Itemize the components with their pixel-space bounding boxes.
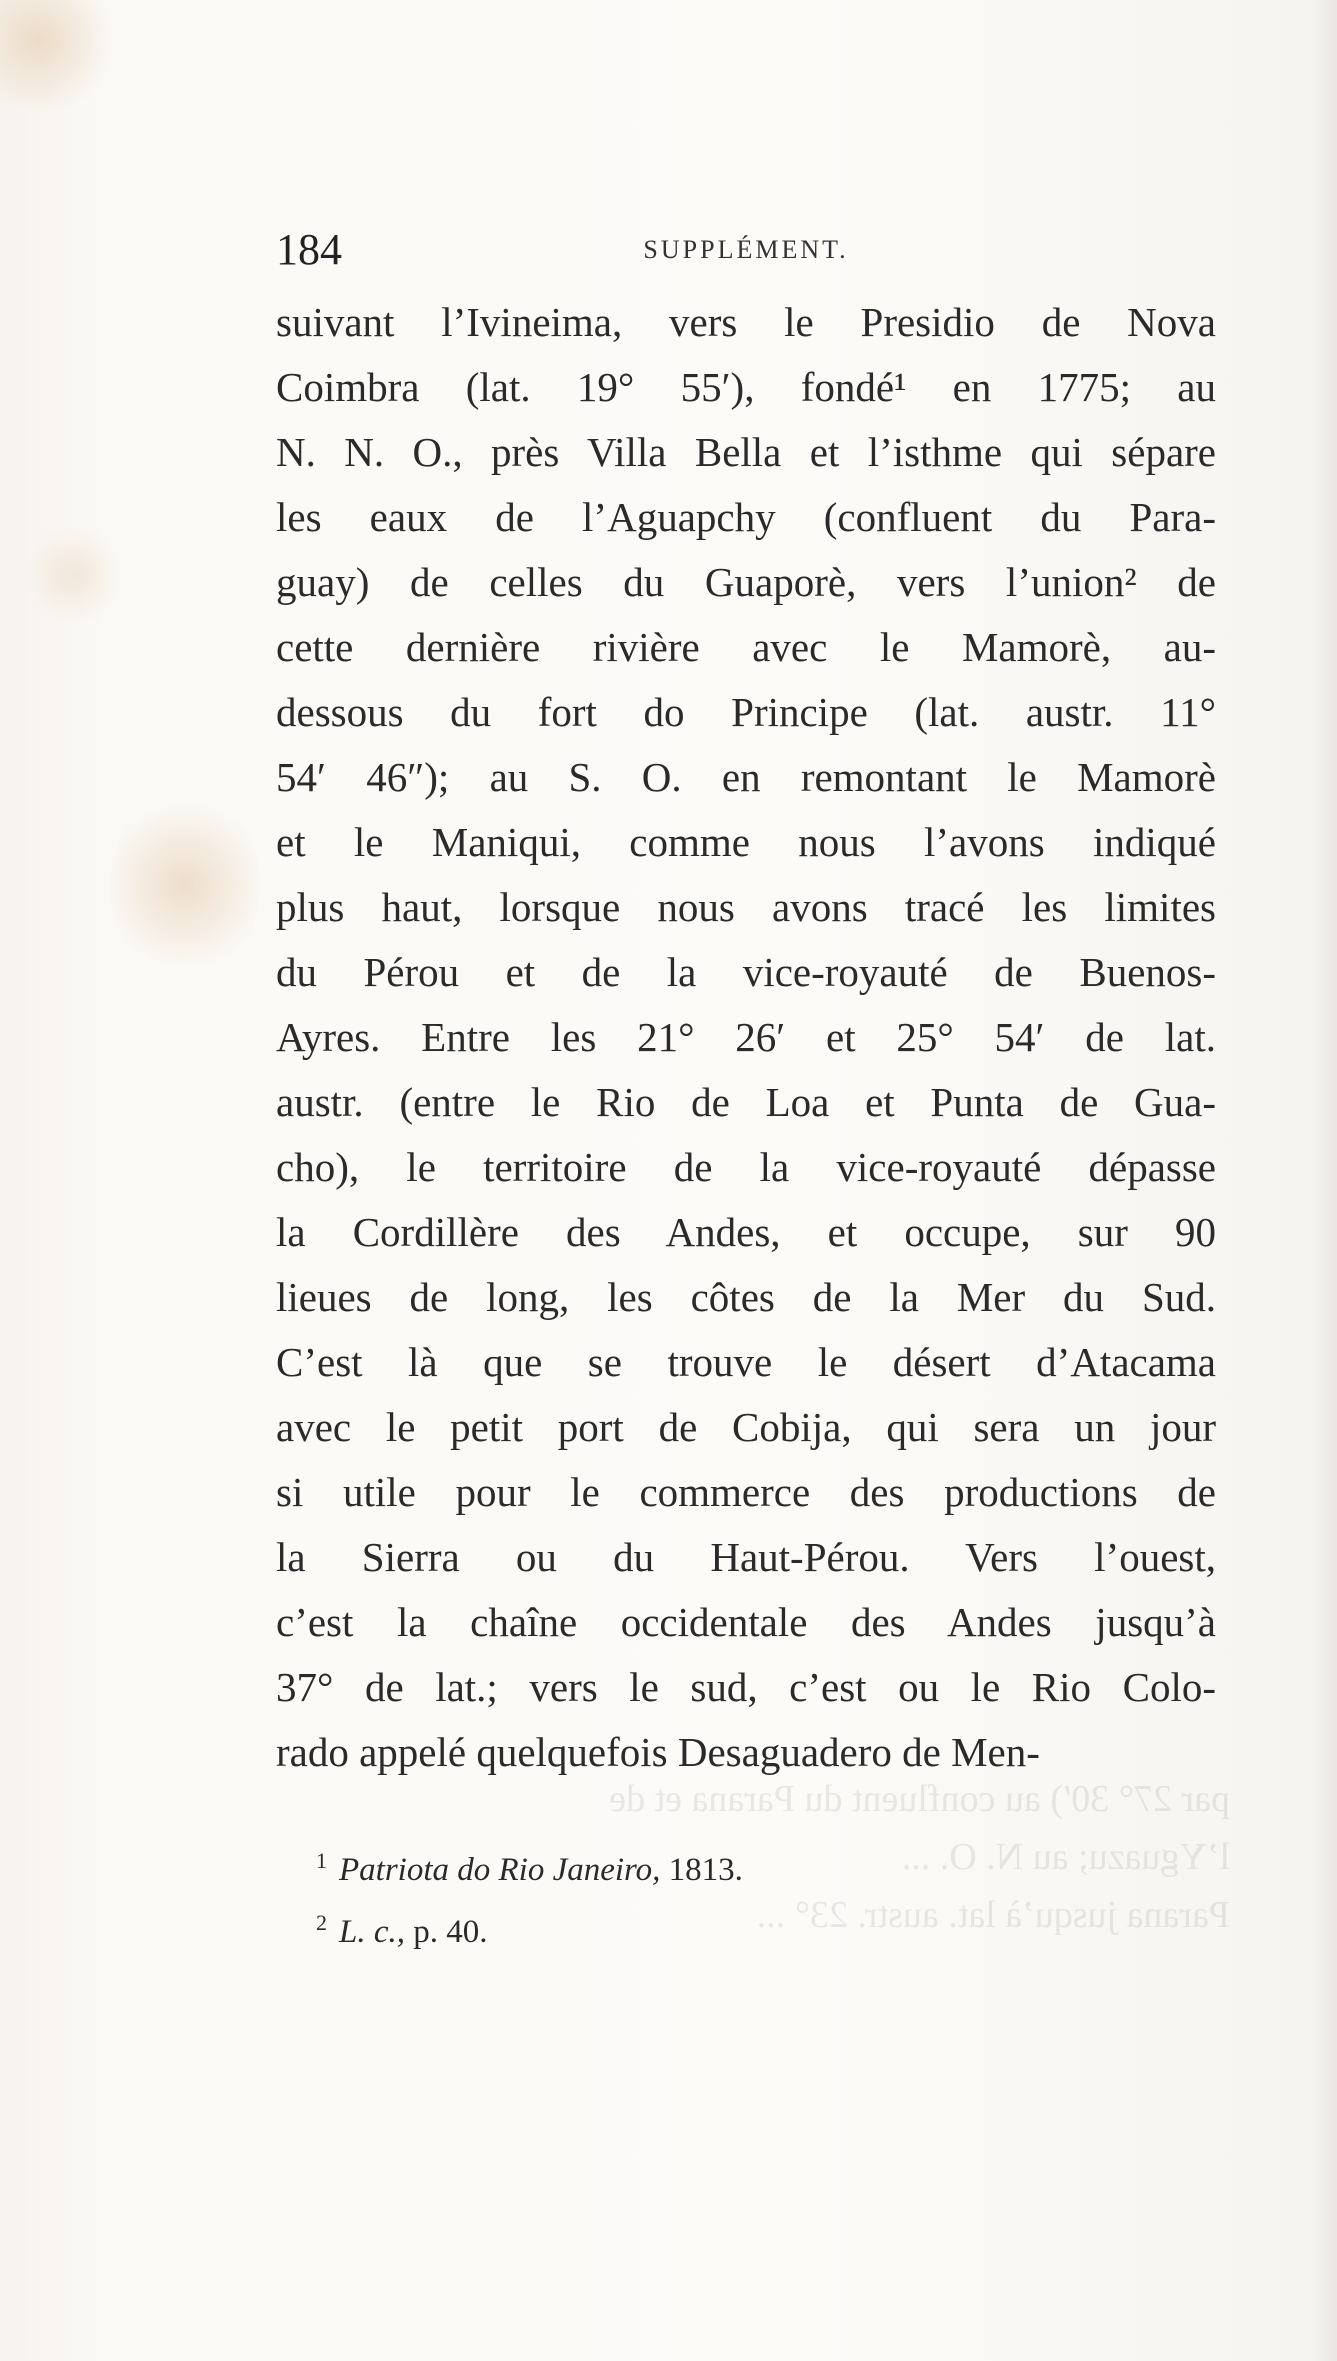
text-line: du Pérou et de la vice-royauté de Buenos- [276,949,1216,995]
footnote-detail: p. 40. [405,1914,488,1950]
text-line: lieues de long, les côtes de la Mer du Sud. [276,1274,1216,1320]
text-line: cette dernière rivière avec le Mamorè, au- [276,624,1216,670]
bleed-through-line: par 27° 30′) au confluent du Parana et de [609,1778,1230,1820]
text-line: cho), le territoire de la vice-royauté dépasse [276,1144,1216,1190]
text-line: et le Maniqui, comme nous l’avons indiqué [276,819,1216,865]
text-line: Coimbra (lat. 19° 55′), fondé¹ en 1775; au [276,364,1216,410]
footnote [316,1892,1016,1954]
text-line: C’est là que se trouve le désert d’Atacama [276,1339,1216,1385]
footnote-marker: 2 [316,1910,327,1935]
text-line: avec le petit port de Cobija, qui sera un jour [276,1404,1216,1450]
page-header [276,222,1216,278]
text-line: si utile pour le commerce des productions de [276,1469,1216,1515]
page-number: 184 [276,225,342,274]
text-line: Ayres. Entre les 21° 26′ et 25° 54′ de lat. [276,1014,1216,1060]
running-head: SUPPLÉMENT. [643,235,849,264]
text-line: austr. (entre le Rio de Loa et Punta de Gua- [276,1079,1216,1125]
footnote-source: Patriota do Rio Janeiro, [339,1852,661,1888]
text-line: plus haut, lorsque nous avons tracé les limites [276,884,1216,930]
bleed-through-line: l’Yguazu; au N. O. ... [901,1836,1230,1878]
foxing-stain [30,520,120,630]
text-line: rado appelé quelquefois Desaguadero de Men- [276,1729,1040,1775]
foxing-stain [110,790,260,980]
text-line: guay) de celles du Guaporè, vers l’union² de [276,559,1216,605]
bleed-through-line: Parana jusqu’à lat. austr. 23° ... [756,1894,1230,1936]
body-text [276,290,1216,1785]
footnote-detail: 1813. [660,1852,743,1888]
page-edge-shadow [1311,0,1337,2361]
footnotes [316,1830,1016,1954]
text-line: 54′ 46″); au S. O. en remontant le Mamorè [276,754,1216,800]
text-line: suivant l’Ivineima, vers le Presidio de Nova [276,299,1216,345]
text-line: c’est la chaîne occidentale des Andes jusqu’à [276,1599,1216,1645]
text-line: les eaux de l’Aguapchy (confluent du Para- [276,494,1216,540]
text-line: N. N. O., près Villa Bella et l’isthme qui sépare [276,429,1216,475]
text-line: dessous du fort do Principe (lat. austr. 11° [276,689,1216,735]
text-line: la Cordillère des Andes, et occupe, sur 90 [276,1209,1216,1255]
foxing-stain [0,0,120,110]
footnote [316,1830,1016,1892]
text-line: 37° de lat.; vers le sud, c’est ou le Rio Colo- [276,1664,1216,1710]
text-line: la Sierra ou du Haut-Pérou. Vers l’ouest, [276,1534,1216,1580]
footnote-marker: 1 [316,1848,327,1873]
footnote-source: L. c., [339,1914,405,1950]
